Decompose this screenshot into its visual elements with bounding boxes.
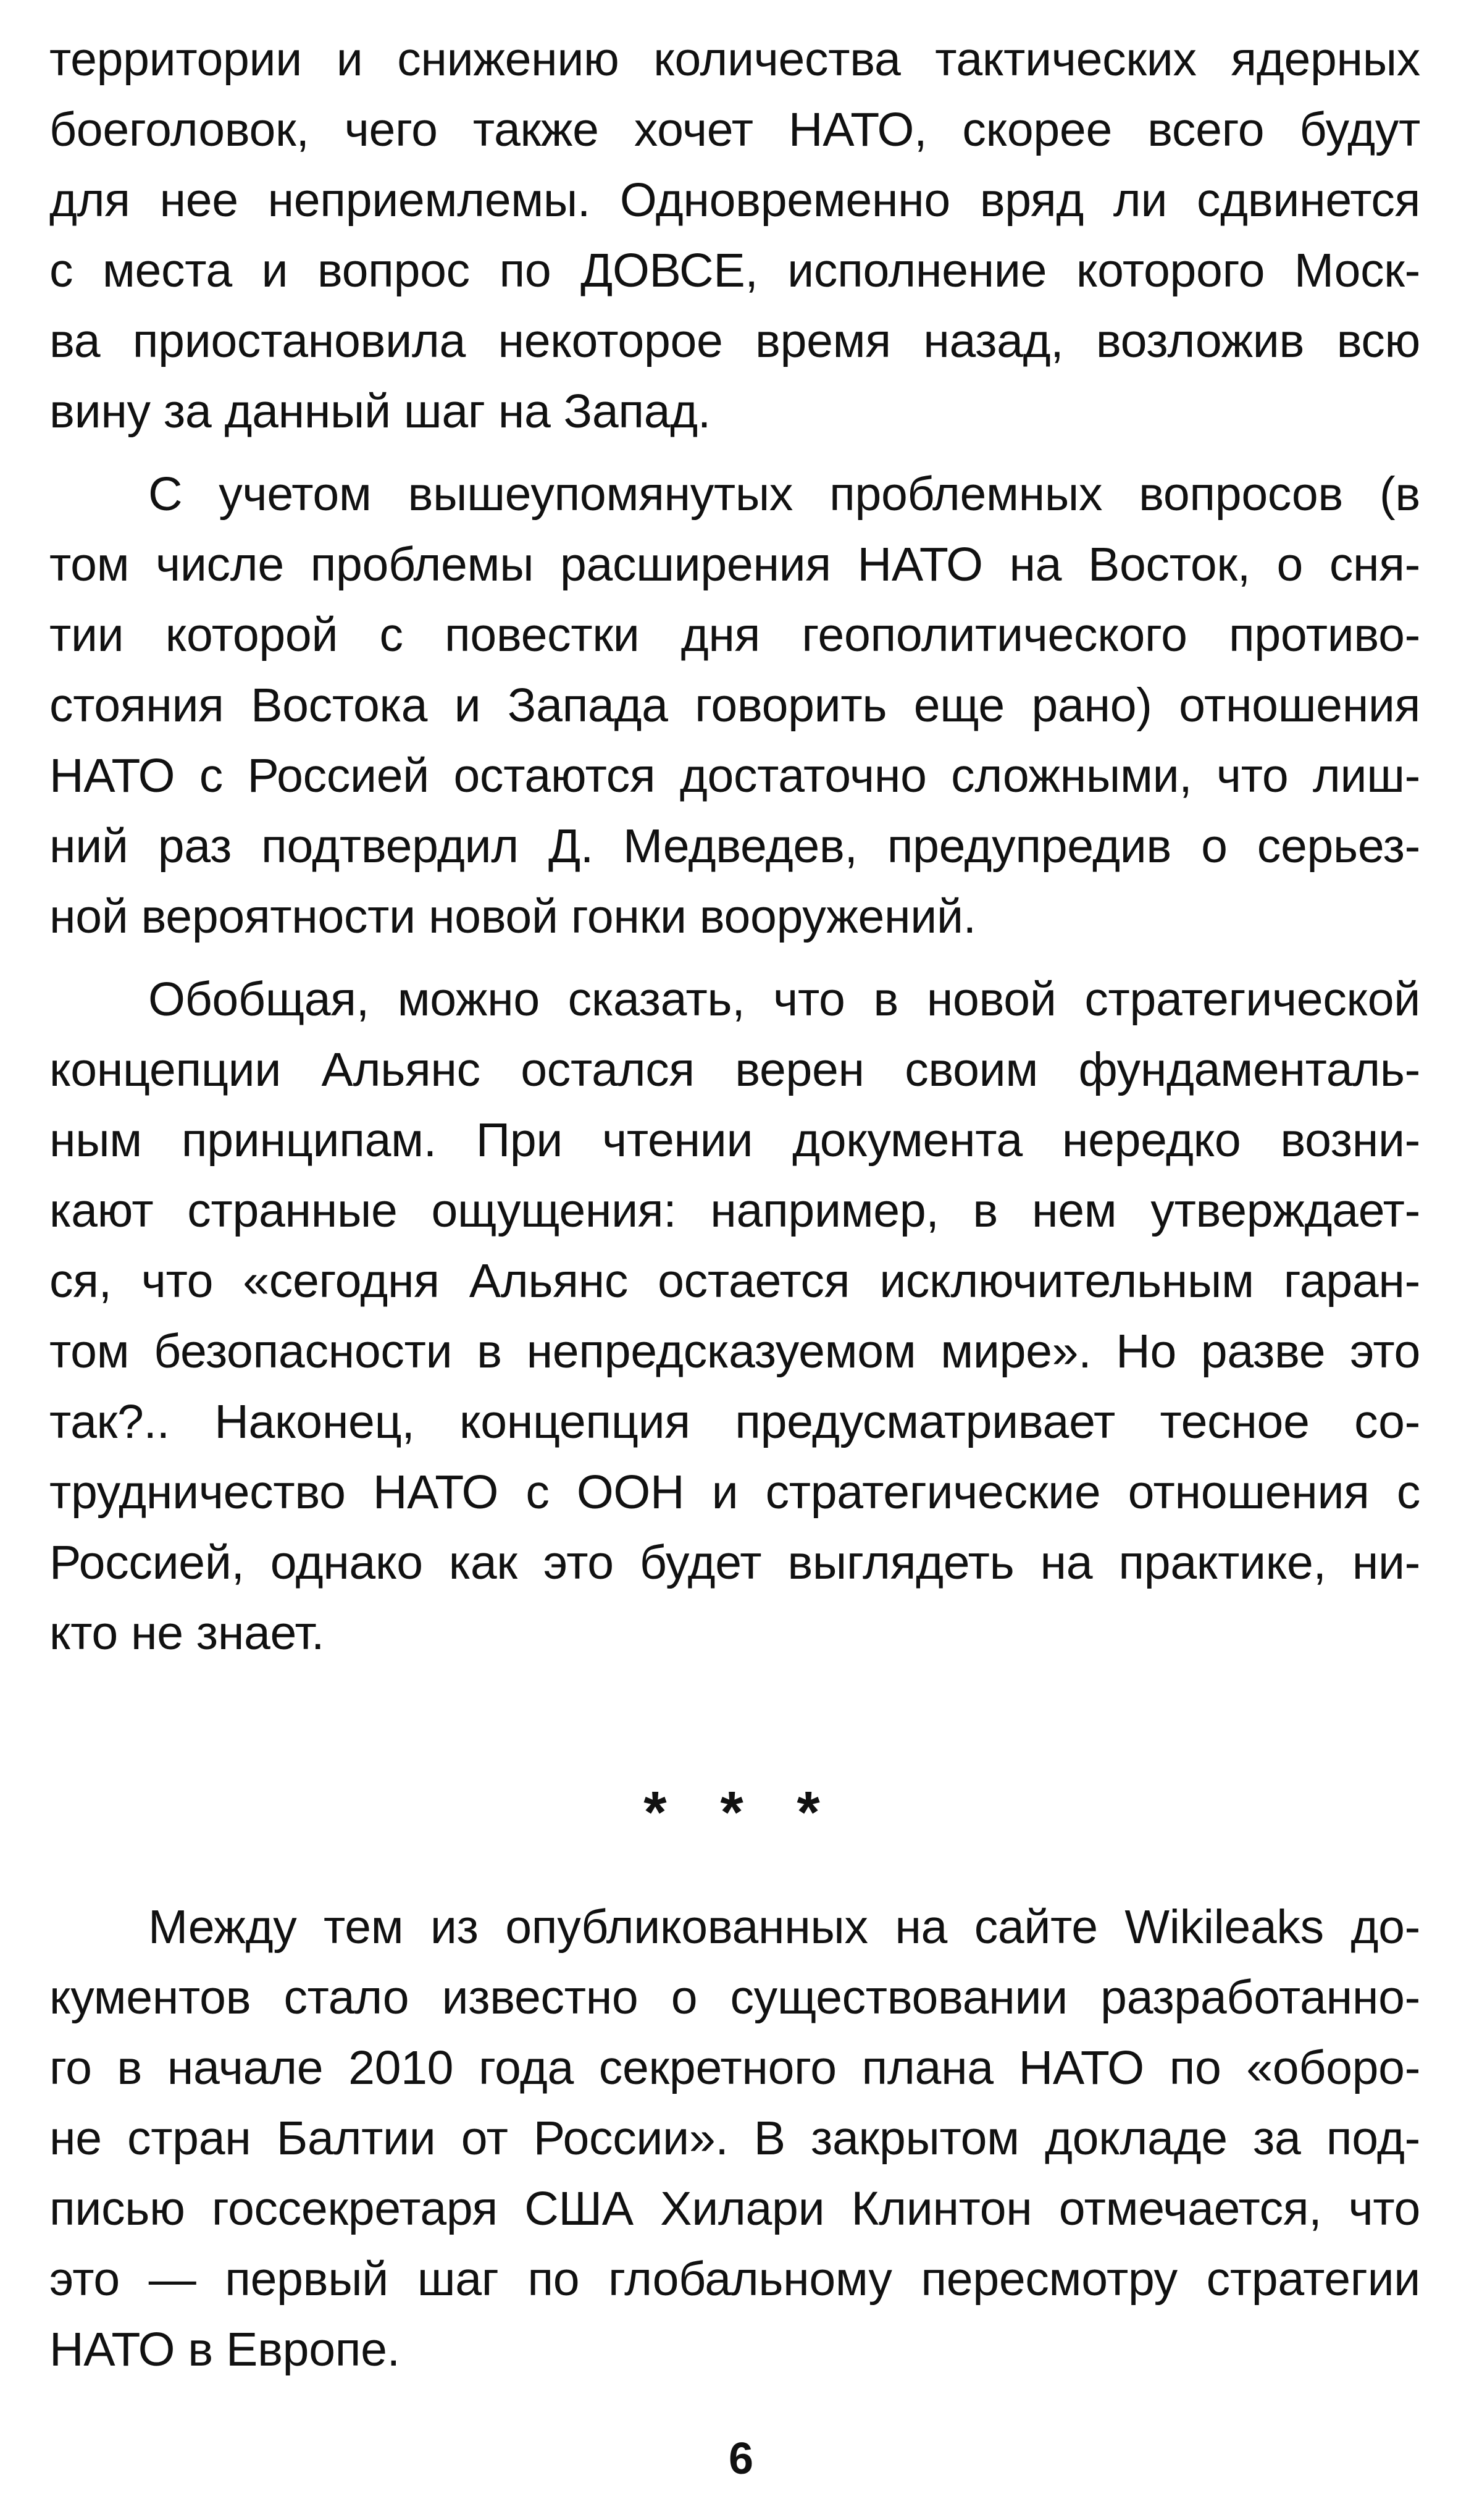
text-line: кументов стало известно о существовании разработанно-: [49, 1971, 1420, 2024]
text-line: Обобщая, можно сказать, что в новой стратегической: [148, 973, 1421, 1026]
text-line: территории и снижению количества тактических ядерных: [49, 33, 1420, 86]
text-line: ным принципам. При чтении документа нередко возни-: [49, 1114, 1421, 1167]
text-line: ной вероятности новой гонки вооружений.: [49, 890, 976, 943]
text-line: кто не знает.: [49, 1606, 325, 1660]
text-line: ва приостановила некоторое время назад, возложив всю: [49, 314, 1421, 368]
text-line: для нее неприемлемы. Одновременно вряд ли сдвинется: [49, 174, 1420, 227]
text-line: не стран Балтии от России». В закрытом докладе за под-: [49, 2112, 1421, 2165]
text-line: боеголовок, чего также хочет НАТО, скорее всего будут: [49, 103, 1421, 156]
section-separator: * * *: [643, 1779, 839, 1846]
text-line: ся, что «сегодня Альянс остается исключительным гаран-: [49, 1254, 1420, 1308]
text-line: концепции Альянс остался верен своим фундаменталь-: [49, 1043, 1421, 1096]
text-line: Между тем из опубликованных на сайте Wikileaks до-: [148, 1900, 1420, 1954]
text-line: том безопасности в непредсказуемом мире». Но разве это: [49, 1325, 1421, 1378]
text-line: стояния Востока и Запада говорить еще рано) отношения: [49, 679, 1421, 732]
text-line: вину за данный шаг на Запад.: [49, 385, 711, 438]
text-line: тии которой с повестки дня геополитического противо-: [49, 608, 1420, 662]
text-line: кают странные ощущения: например, в нем утверждает-: [49, 1184, 1420, 1237]
text-line: С учетом вышеупомянутых проблемных вопросов (в: [148, 468, 1420, 521]
text-line: том числе проблемы расширения НАТО на Восток, о сня-: [49, 538, 1420, 591]
text-line: с места и вопрос по ДОВСЕ, исполнение которого Моск-: [49, 244, 1421, 297]
text-line: НАТО в Европе.: [49, 2323, 400, 2376]
text-line: НАТО с Россией остаются достаточно сложными, что лиш-: [49, 749, 1421, 802]
text-line: Россией, однако как это будет выглядеть на практике, ни-: [49, 1536, 1421, 1589]
text-line: ний раз подтвердил Д. Медведев, предупредив о серьез-: [49, 820, 1421, 873]
text-line: так?.. Наконец, концепция предусматривает тесное со-: [49, 1395, 1421, 1448]
text-line: трудничество НАТО с ООН и стратегические отношения с: [49, 1466, 1421, 1519]
page-number: 6: [728, 2434, 754, 2484]
text-line: это — первый шаг по глобальному пересмотру стратегии: [49, 2253, 1420, 2306]
text-line: го в начале 2010 года секретного плана НАТО по «оборо-: [49, 2041, 1421, 2094]
text-line: писью госсекретаря США Хилари Клинтон отмечается, что: [49, 2182, 1421, 2235]
